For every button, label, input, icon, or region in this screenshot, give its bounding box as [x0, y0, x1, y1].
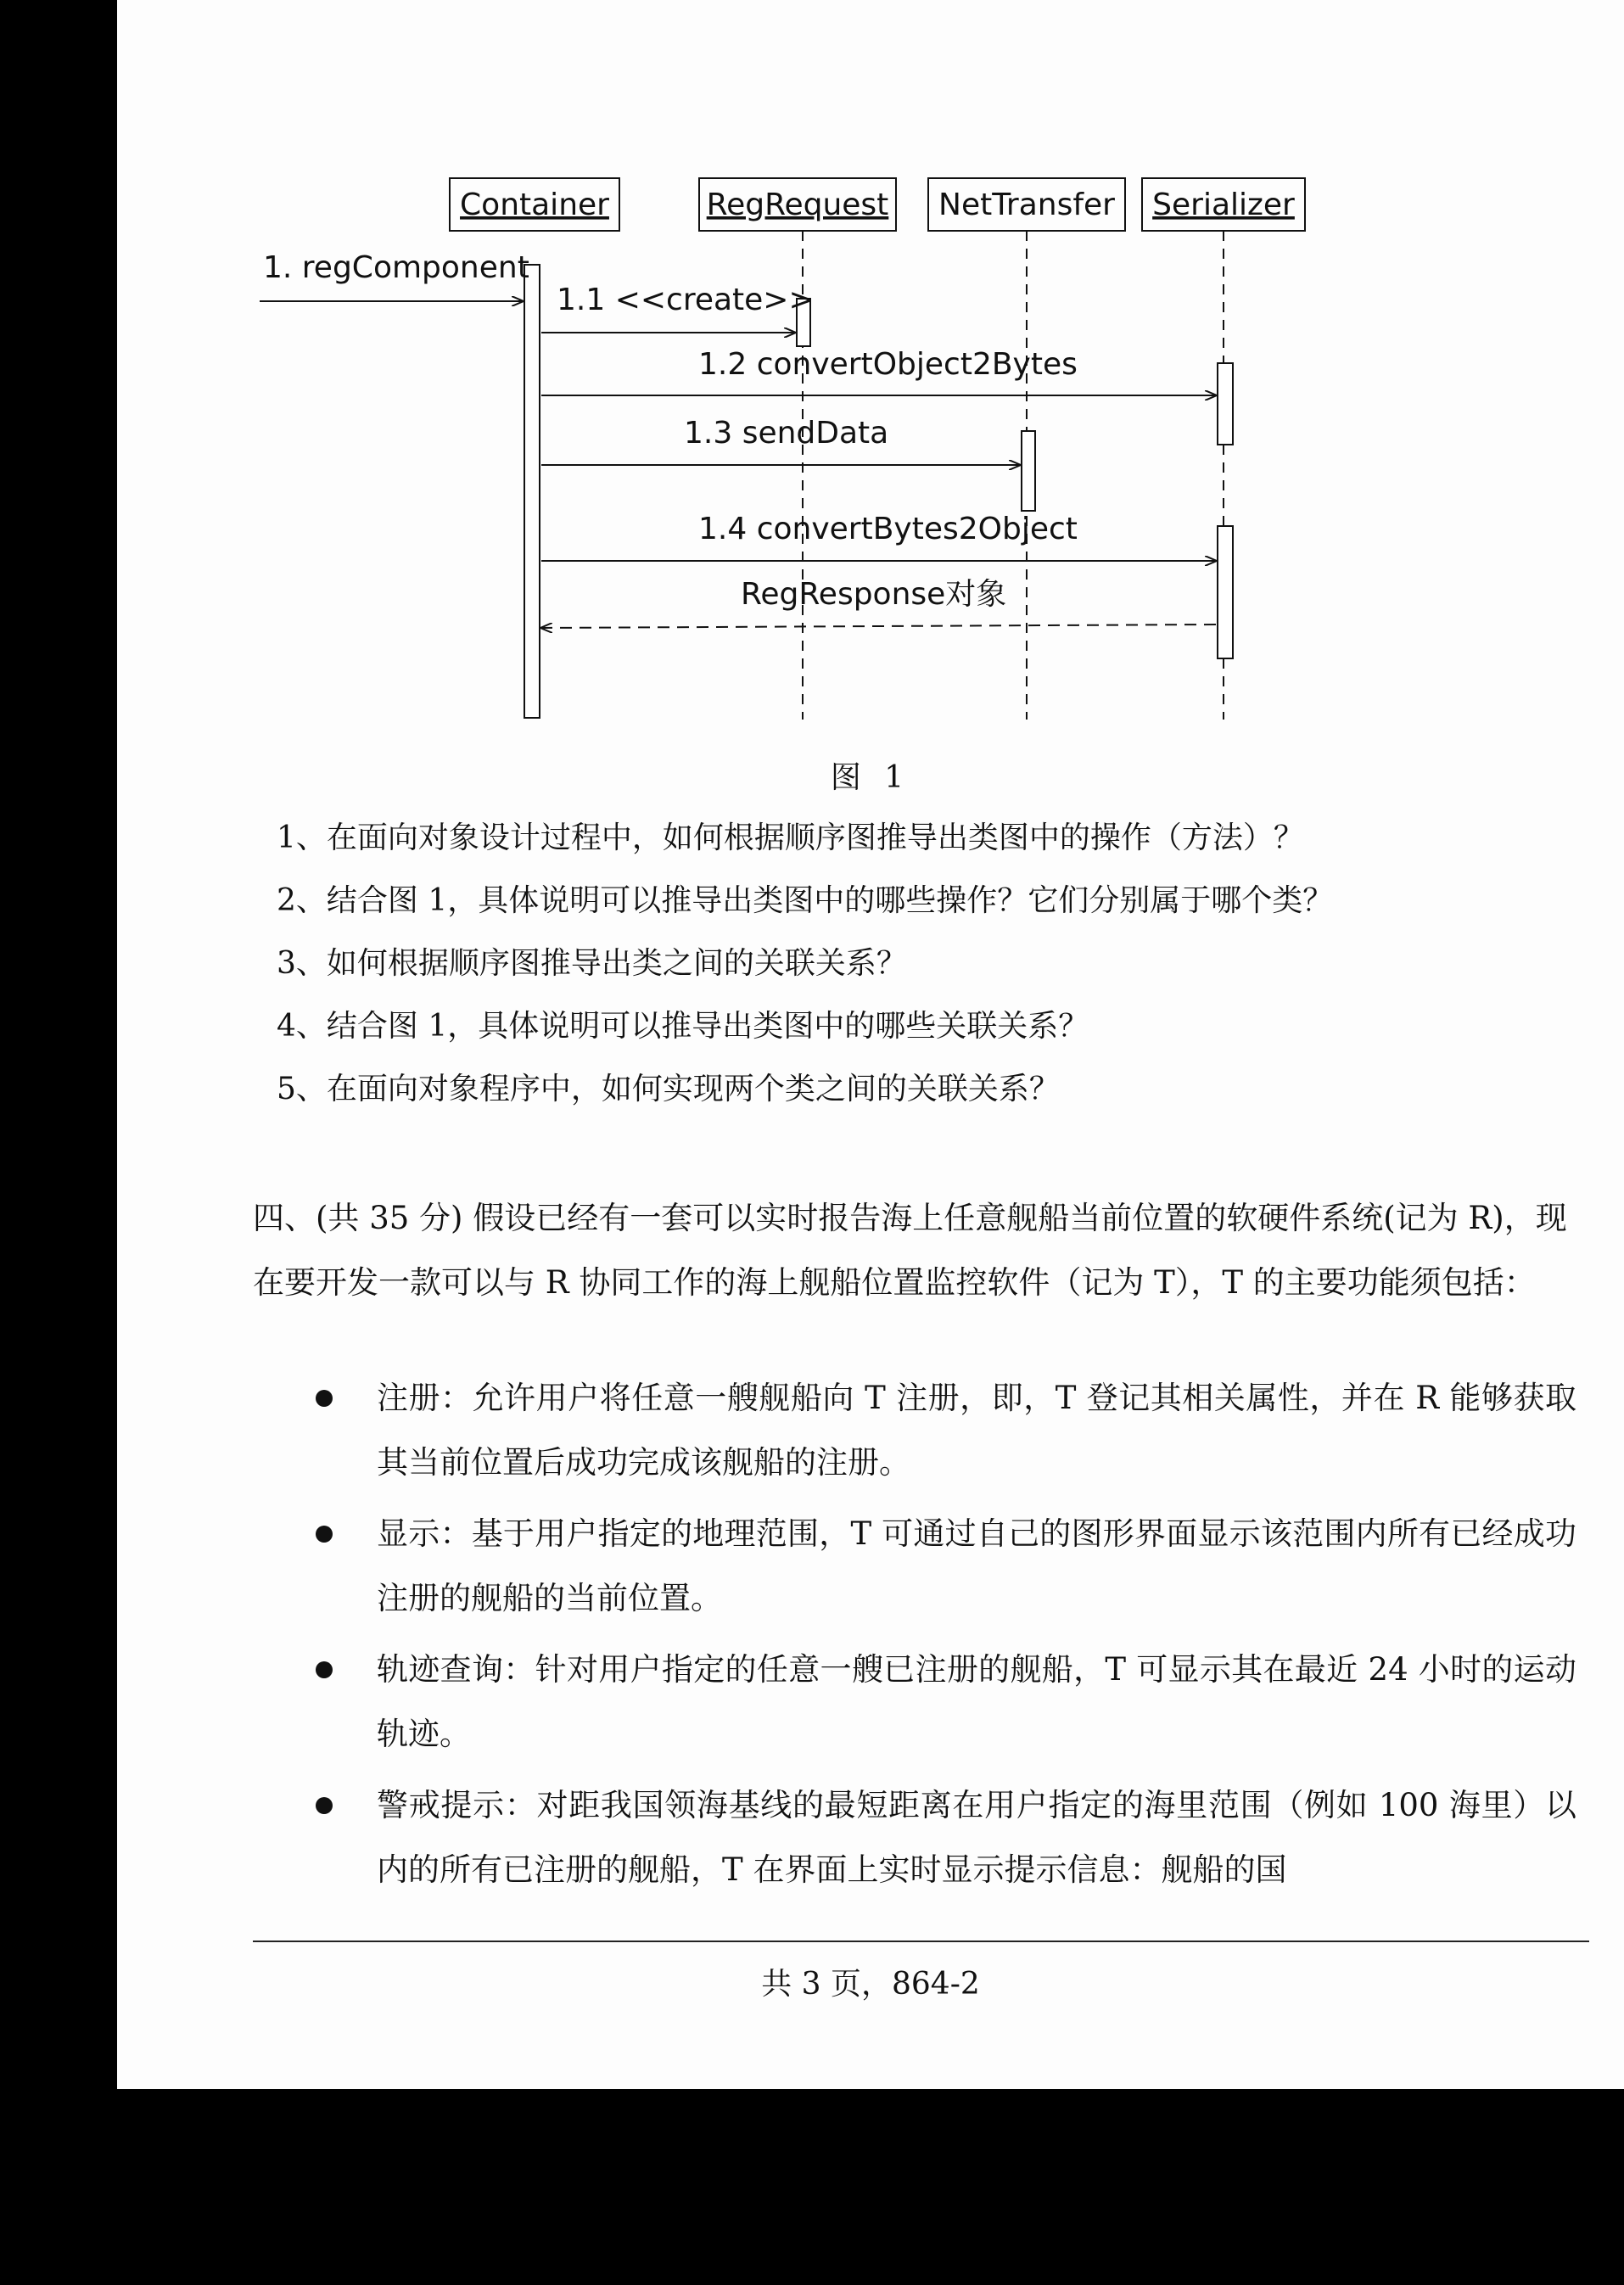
document-page [117, 0, 1624, 2089]
message-1-4-label: 1.4 convertBytes2Object [698, 512, 1078, 546]
serializer-activation-2 [1218, 526, 1233, 658]
requirement-item [304, 1366, 1576, 1495]
requirement-text: 注册：允许用户将任意一艘舰船向 T 注册，即，T 登记其相关属性，并在 R 能够获取其当前位置后成功完成该舰船的注册。 [377, 1380, 1576, 1481]
bullet-dot-icon [316, 1661, 333, 1678]
question-item: 3、如何根据顺序图推导出类之间的关联关系？ [277, 946, 907, 981]
nettransfer-activation [1022, 431, 1035, 511]
lifeline-serializer-label: Serializer [1152, 188, 1295, 222]
message-1-1-label: 1.1 <<create>> [557, 283, 815, 317]
page-footer: 共 3 页，864-2 [761, 1967, 980, 2002]
question-list [277, 813, 1600, 1127]
bullet-dot-icon [316, 1390, 333, 1407]
serializer-activation-1 [1218, 363, 1233, 445]
lifeline-serializer [1142, 178, 1305, 231]
section-four-intro: 四、(共 35 分) 假设已经有一套可以实时报告海上任意舰船当前位置的软硬件系统(记为 R)，现在要开发一款可以与 R 协同工作的海上舰船位置监控软件（记为 T），T 的主要功能须包括： [253, 1200, 1567, 1301]
sequence-diagram [117, 0, 1624, 747]
lifeline-regrequest [699, 178, 896, 231]
lifeline-regrequest-label: RegRequest [706, 188, 889, 222]
requirement-item [304, 1773, 1576, 1902]
question-item: 1、在面向对象设计过程中，如何根据顺序图推导出类图中的操作（方法）？ [277, 820, 1304, 855]
requirement-list [304, 1366, 1576, 1909]
lifeline-container [450, 178, 619, 231]
footer-divider [253, 1941, 1589, 1942]
requirement-text: 显示：基于用户指定的地理范围，T 可通过自己的图形界面显示该范围内所有已经成功注册的舰船的当前位置。 [377, 1515, 1576, 1616]
question-item: 2、结合图 1，具体说明可以推导出类图中的哪些操作？它们分别属于哪个类？ [277, 883, 1334, 918]
message-1-label: 1. regComponent [263, 250, 529, 285]
return-message-label: RegResponse对象 [741, 577, 1007, 612]
question-item: 4、结合图 1，具体说明可以推导出类图中的哪些关联关系？ [277, 1009, 1089, 1044]
lifeline-nettransfer [928, 178, 1125, 231]
requirement-item [304, 1638, 1576, 1767]
lifeline-nettransfer-label: NetTransfer [938, 188, 1115, 222]
message-1-3-label: 1.3 sendData [684, 416, 889, 451]
bullet-dot-icon [316, 1526, 333, 1543]
container-activation [524, 265, 540, 718]
requirement-item [304, 1502, 1576, 1631]
requirement-text: 警戒提示：对距我国领海基线的最短距离在用户指定的海里范围（例如 100 海里）以内的所有已注册的舰船，T 在界面上实时显示提示信息：舰船的国 [377, 1787, 1576, 1888]
return-message-arrow [541, 624, 1216, 628]
figure-caption: 图 1 [830, 760, 911, 795]
requirement-text: 轨迹查询：针对用户指定的任意一艘已注册的舰船，T 可显示其在最近 24 小时的运动轨迹。 [377, 1651, 1576, 1752]
question-item: 5、在面向对象程序中，如何实现两个类之间的关联关系？ [277, 1072, 1060, 1106]
message-1-2-label: 1.2 convertObject2Bytes [698, 347, 1078, 382]
bullet-dot-icon [316, 1797, 333, 1814]
lifeline-container-label: Container [460, 188, 609, 222]
